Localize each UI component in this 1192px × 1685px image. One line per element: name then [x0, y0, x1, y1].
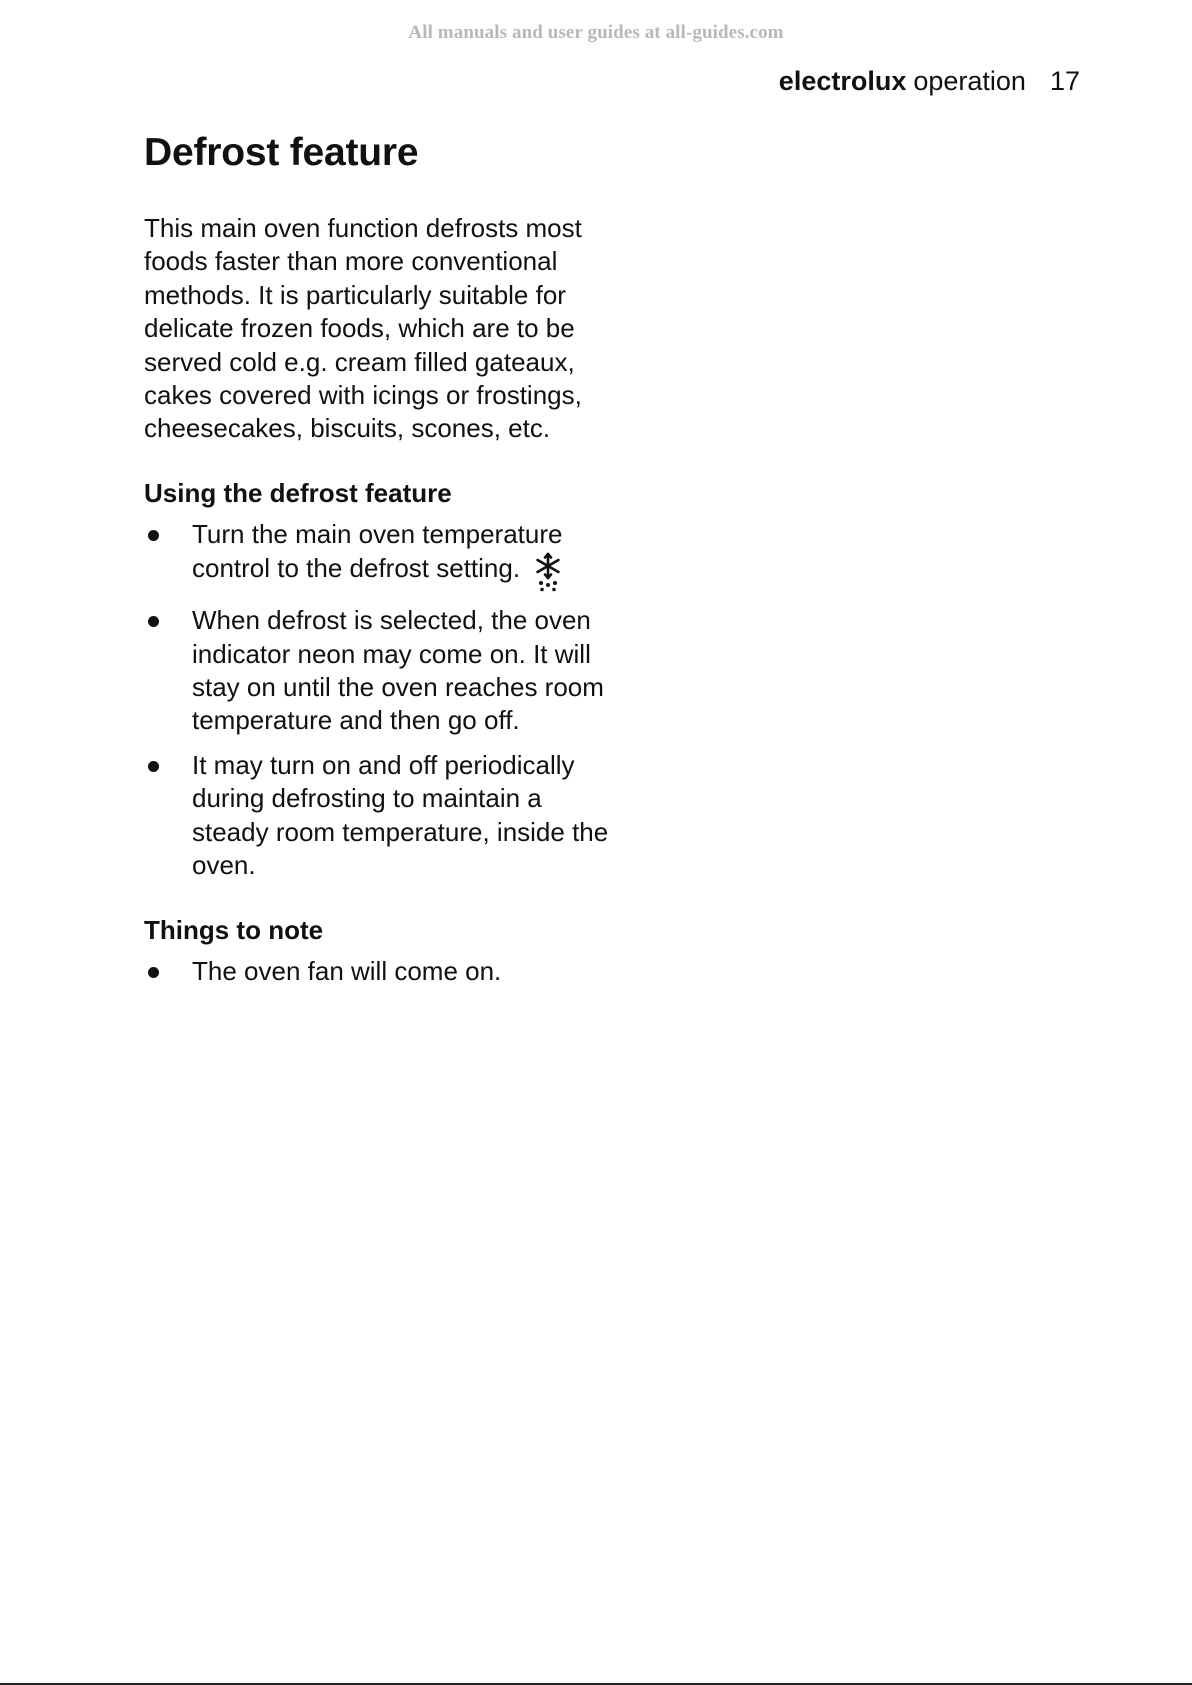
bullet-dot — [148, 530, 159, 541]
using-list — [144, 518, 624, 883]
watermark: All manuals and user guides at all-guides.com — [408, 22, 784, 43]
section-name: operation — [913, 66, 1026, 96]
list-item — [144, 518, 622, 593]
intro-paragraph: This main oven function defrosts most foods faster than more conventional methods. It is particularly suitable for delicate frozen foods, which are to be served cold e.g. cream filled gateaux, cakes covered with icings or frostings, cheesecakes, biscuits, scones, etc. — [144, 213, 582, 444]
bullet-dot — [148, 616, 159, 627]
list-item — [144, 749, 622, 883]
bullet-dot — [148, 761, 159, 772]
main-content — [144, 128, 624, 1018]
defrost-snowflake-icon — [533, 551, 563, 593]
using-heading: Using the defrost feature — [144, 477, 452, 508]
list-item-text: When defrost is selected, the oven indicator neon may come on. It will stay on until the oven reaches room temperature and then go off. — [192, 605, 604, 736]
notes-heading: Things to note — [144, 914, 324, 945]
page-number: 17 — [1049, 66, 1080, 96]
list-item — [144, 604, 622, 738]
list-item-text: The oven fan will come on. — [192, 955, 502, 986]
running-header — [779, 66, 1080, 97]
list-item-text: It may turn on and off periodically during defrosting to maintain a steady room temperature, inside the oven. — [192, 749, 609, 881]
notes-list — [144, 955, 624, 988]
page-title: Defrost feature — [144, 131, 419, 174]
bullet-dot — [148, 967, 159, 978]
brand-name: electrolux — [778, 66, 907, 96]
list-item — [144, 955, 622, 988]
list-item-text: Turn the main oven temperature control to the defrost setting. — [192, 518, 563, 584]
